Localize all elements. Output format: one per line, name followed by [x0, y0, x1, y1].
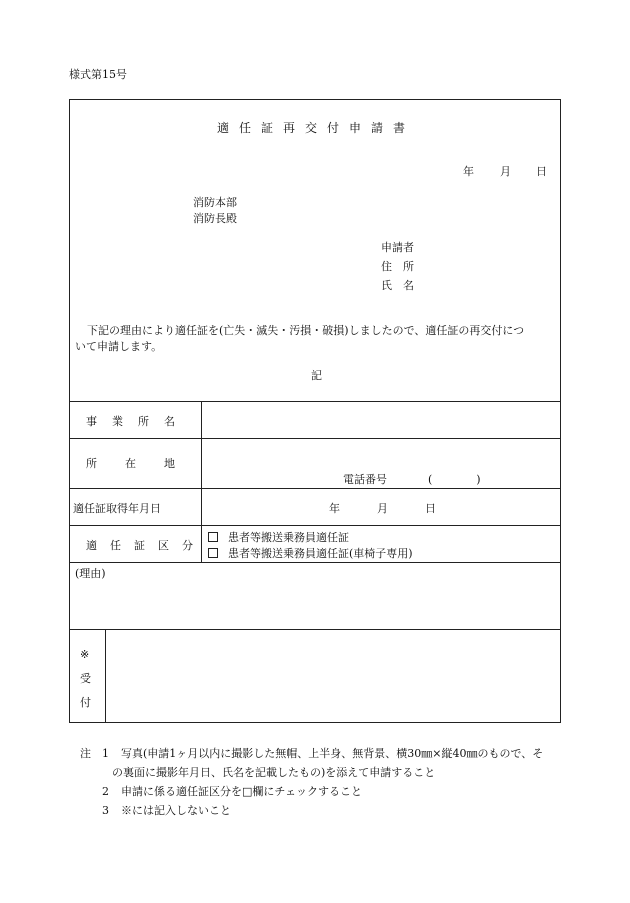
row-rule-3	[69, 525, 561, 526]
option-wheelchair-checkbox[interactable]	[208, 548, 218, 558]
table-top-rule	[69, 401, 561, 402]
reception-char-2: 付	[80, 696, 91, 709]
note-3-text: ※には記入しないこと	[121, 804, 231, 817]
reception-column-divider	[105, 629, 106, 723]
applicant-label: 申請者	[381, 241, 414, 254]
reason-label: (理由)	[75, 567, 106, 580]
row-rule-5	[69, 629, 561, 630]
location-label: 所 在 地	[86, 457, 177, 470]
option-wheelchair-label: 患者等搬送乗務員適任証(車椅子専用)	[228, 547, 413, 560]
acquired-month: 月	[377, 502, 388, 515]
row-rule-2	[69, 488, 561, 489]
row-rule-4	[69, 562, 561, 563]
reception-char-1: 受	[80, 672, 91, 685]
note-2-number: 2	[102, 785, 109, 798]
acquired-date-label: 適任証取得年月日	[73, 502, 161, 515]
option-standard-checkbox[interactable]	[208, 532, 218, 542]
acquired-day: 日	[425, 502, 436, 515]
option-standard	[208, 529, 349, 545]
note-1-line2: の裏面に撮影年月日、氏名を記載したもの)を添えて申請すること	[112, 766, 436, 779]
form-number: 様式第15号	[69, 68, 127, 81]
note-1-line1: 写真(申請1ヶ月以内に撮影した無帽、上半身、無背景、横30㎜×縦40㎜のもので、そ	[121, 747, 544, 760]
office-name-label: 事 業 所 名	[86, 415, 177, 428]
phone-parens: ( )	[428, 473, 481, 486]
reception-mark: ※	[80, 648, 90, 661]
body-text-line1: 下記の理由により適任証を(亡失・滅失・汚損・破損)しましたので、適任証の再交付につ	[87, 324, 525, 337]
date-year-label: 年	[463, 165, 474, 178]
addressee-line2: 消防長殿	[193, 212, 237, 225]
row-rule-1	[69, 438, 561, 439]
acquired-year: 年	[329, 502, 340, 515]
label-column-divider	[201, 401, 202, 562]
form-title: 適任証再交付申請書	[217, 121, 416, 135]
date-day-label: 日	[536, 165, 547, 178]
applicant-name-label: 氏 名	[381, 279, 414, 292]
addressee-line1: 消防本部	[193, 196, 237, 209]
option-wheelchair	[208, 545, 413, 561]
applicant-address-label: 住 所	[381, 260, 414, 273]
note-3-number: 3	[102, 804, 109, 817]
ki-heading: 記	[311, 369, 322, 382]
category-label: 適 任 証 区 分	[86, 539, 194, 552]
date-month-label: 月	[500, 165, 511, 178]
option-standard-label: 患者等搬送乗務員適任証	[228, 531, 349, 544]
phone-label: 電話番号	[343, 473, 387, 486]
notes-label: 注	[80, 747, 91, 760]
body-text-line2: いて申請します。	[75, 340, 163, 353]
note-2-text: 申請に係る適任証区分を□欄にチェックすること	[121, 785, 363, 798]
note-1-number: 1	[102, 747, 109, 760]
